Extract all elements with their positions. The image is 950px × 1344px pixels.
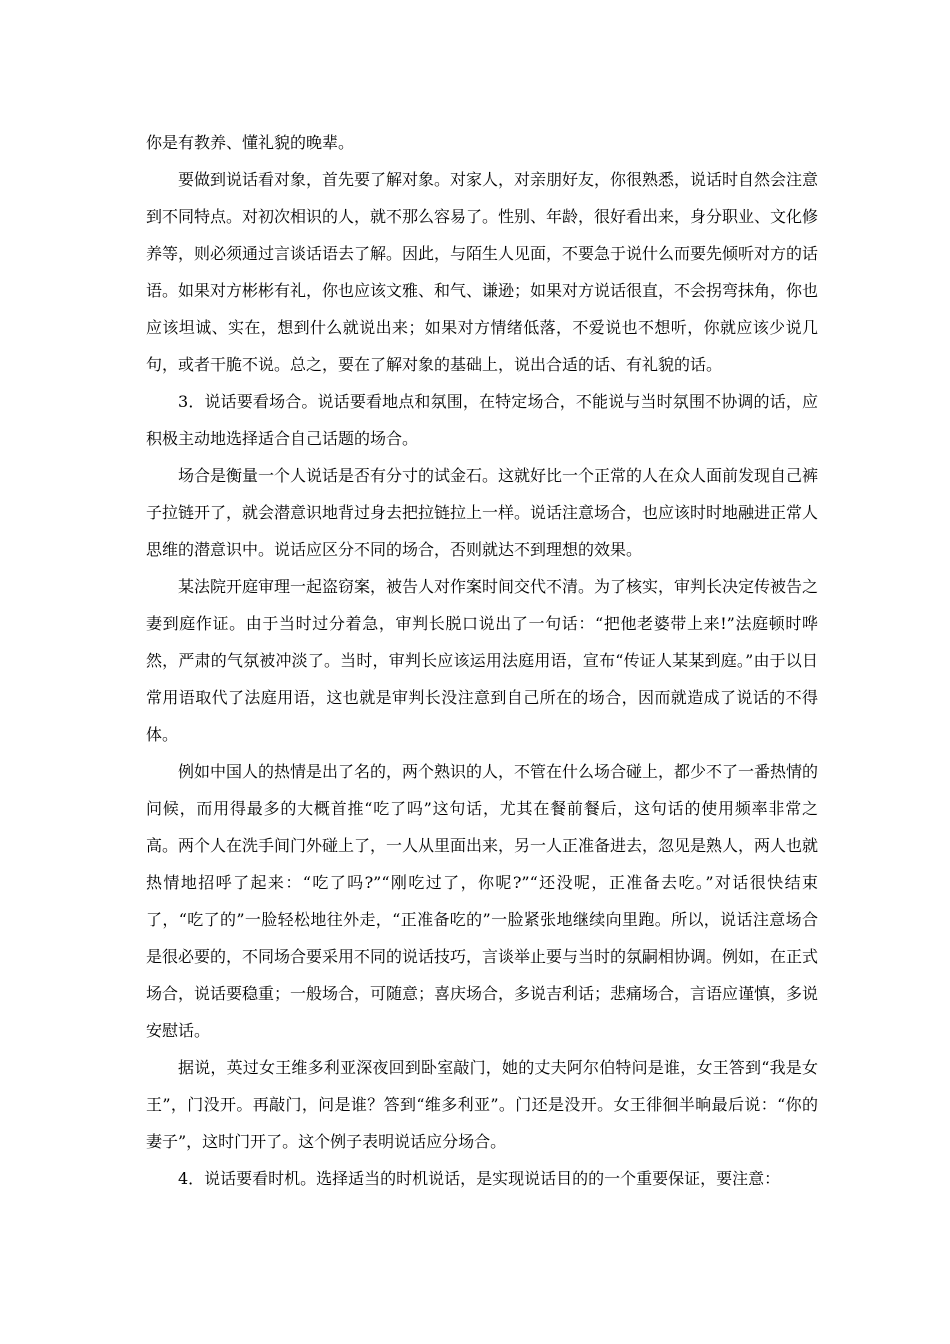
paragraph: 场合是衡量一个人说话是否有分寸的试金石。这就好比一个正常的人在众人面前发现自己裤子拉链开了，就会潜意识地背过身去把拉链拉上一样。说话注意场合，也应该时时地融进正常人思维的潜意识中。说话应区分不同的场合，否则就达不到理想的效果。	[146, 466, 819, 559]
paragraph: 某法院开庭审理一起盗窃案，被告人对作案时间交代不清。为了核实，审判长决定传被告之妻到庭作证。由于当时过分着急，审判长脱口说出了一句话：“把他老婆带上来!”法庭顿时哗然，严肃的气氛被冲淡了。当时，审判长应该运用法庭用语，宣布“传证人某某到庭。”由于以日常用语取代了法庭用语，这也就是审判长没注意到自己所在的场合，因而就造成了说话的不得体。	[146, 577, 819, 744]
paragraph: 例如中国人的热情是出了名的，两个熟识的人，不管在什么场合碰上，都少不了一番热情的问候，而用得最多的大概首推“吃了吗”这句话，尤其在餐前餐后，这句话的使用频率非常之高。两个人在洗手间门外碰上了，一人从里面出来，另一人正准备进去，忽见是熟人，两人也就热情地招呼了起来：“吃了吗?”“刚吃过了，你呢?”“还没呢，正准备去吃。”对话很快结束了，“吃了的”一脸轻松地往外走，“正准备吃的”一脸紧张地继续向里跑。所以，说话注意场合是很必要的，不同场合要采用不同的说话技巧，言谈举止要与当时的氛嗣相协调。例如，在正式场合，说话要稳重；一般场合，可随意；喜庆场合，多说吉利话；悲痛场合，言语应谨慎，多说安慰话。	[146, 762, 819, 1040]
paragraph: 据说，英过女王维多利亚深夜回到卧室敲门，她的丈夫阿尔伯特问是谁，女王答到“我是女王”，门没开。再敲门，问是谁？答到“维多利亚”。门还是没开。女王徘徊半晌最后说：“你的妻子”，这时门开了。这个例子表明说话应分场合。	[146, 1058, 818, 1151]
paragraph: 你是有教养、懂礼貌的晚辈。	[146, 133, 355, 152]
paragraph: 3．说话要看场合。说话要看地点和氛围，在特定场合，不能说与当时氛围不协调的话，应积极主动地选择适合自己话题的场合。	[146, 392, 818, 448]
paragraph: 4．说话要看时机。选择适当的时机说话，是实现说话目的的一个重要保证，要注意：	[178, 1169, 781, 1188]
paragraph: 要做到说话看对象，首先要了解对象。对家人，对亲朋好友，你很熟悉，说话时自然会注意到不同特点。对初次相识的人，就不那么容易了。性别、年龄，很好看出来，身分职业、文化修养等，则必须通过言谈话语去了解。因此，与陌生人见面，不要急于说什么而要先倾听对方的话语。如果对方彬彬有礼，你也应该文雅、和气、谦逊；如果对方说话很直，不会拐弯抹角，你也应该坦诚、实在，想到什么就说出来；如果对方情绪低落，不爱说也不想听，你就应该少说几句，或者干脆不说。总之，要在了解对象的基础上，说出合适的话、有礼貌的话。	[146, 170, 819, 374]
